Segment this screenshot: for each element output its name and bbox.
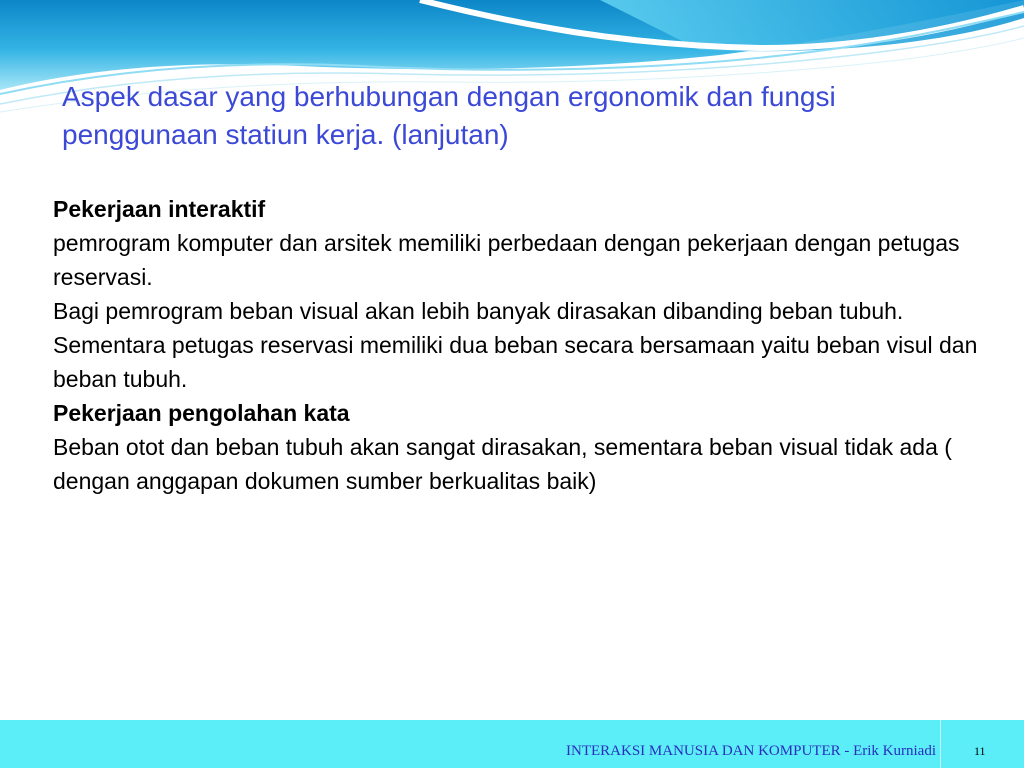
body-paragraph: Bagi pemrogram beban visual akan lebih banyak dirasakan dibanding beban tubuh.: [53, 298, 904, 324]
body-paragraph: Beban otot dan beban tubuh akan sangat dirasakan, sementara beban visual tidak ada ( dengan anggapan dokumen sumber berkualitas baik): [53, 434, 952, 494]
slide-title: Aspek dasar yang berhubungan dengan ergonomik dan fungsi penggunaan statiun kerja. (lanjutan): [62, 81, 836, 150]
page-number: 11: [974, 744, 986, 758]
body-paragraph: pemrogram komputer dan arsitek memiliki perbedaan dengan pekerjaan dengan petugas reservasi.: [53, 230, 960, 290]
footer-text: INTERAKSI MANUSIA DAN KOMPUTER - Erik Kurniadi: [566, 743, 936, 759]
slide-body: [53, 192, 983, 498]
footer-divider: [940, 720, 941, 768]
body-paragraph: Sementara petugas reservasi memiliki dua beban secara bersamaan yaitu beban visul dan beban tubuh.: [53, 332, 978, 392]
section-heading-pengolahan-kata: Pekerjaan pengolahan kata: [53, 400, 350, 426]
section-heading-interaktif: Pekerjaan interaktif: [53, 196, 266, 222]
